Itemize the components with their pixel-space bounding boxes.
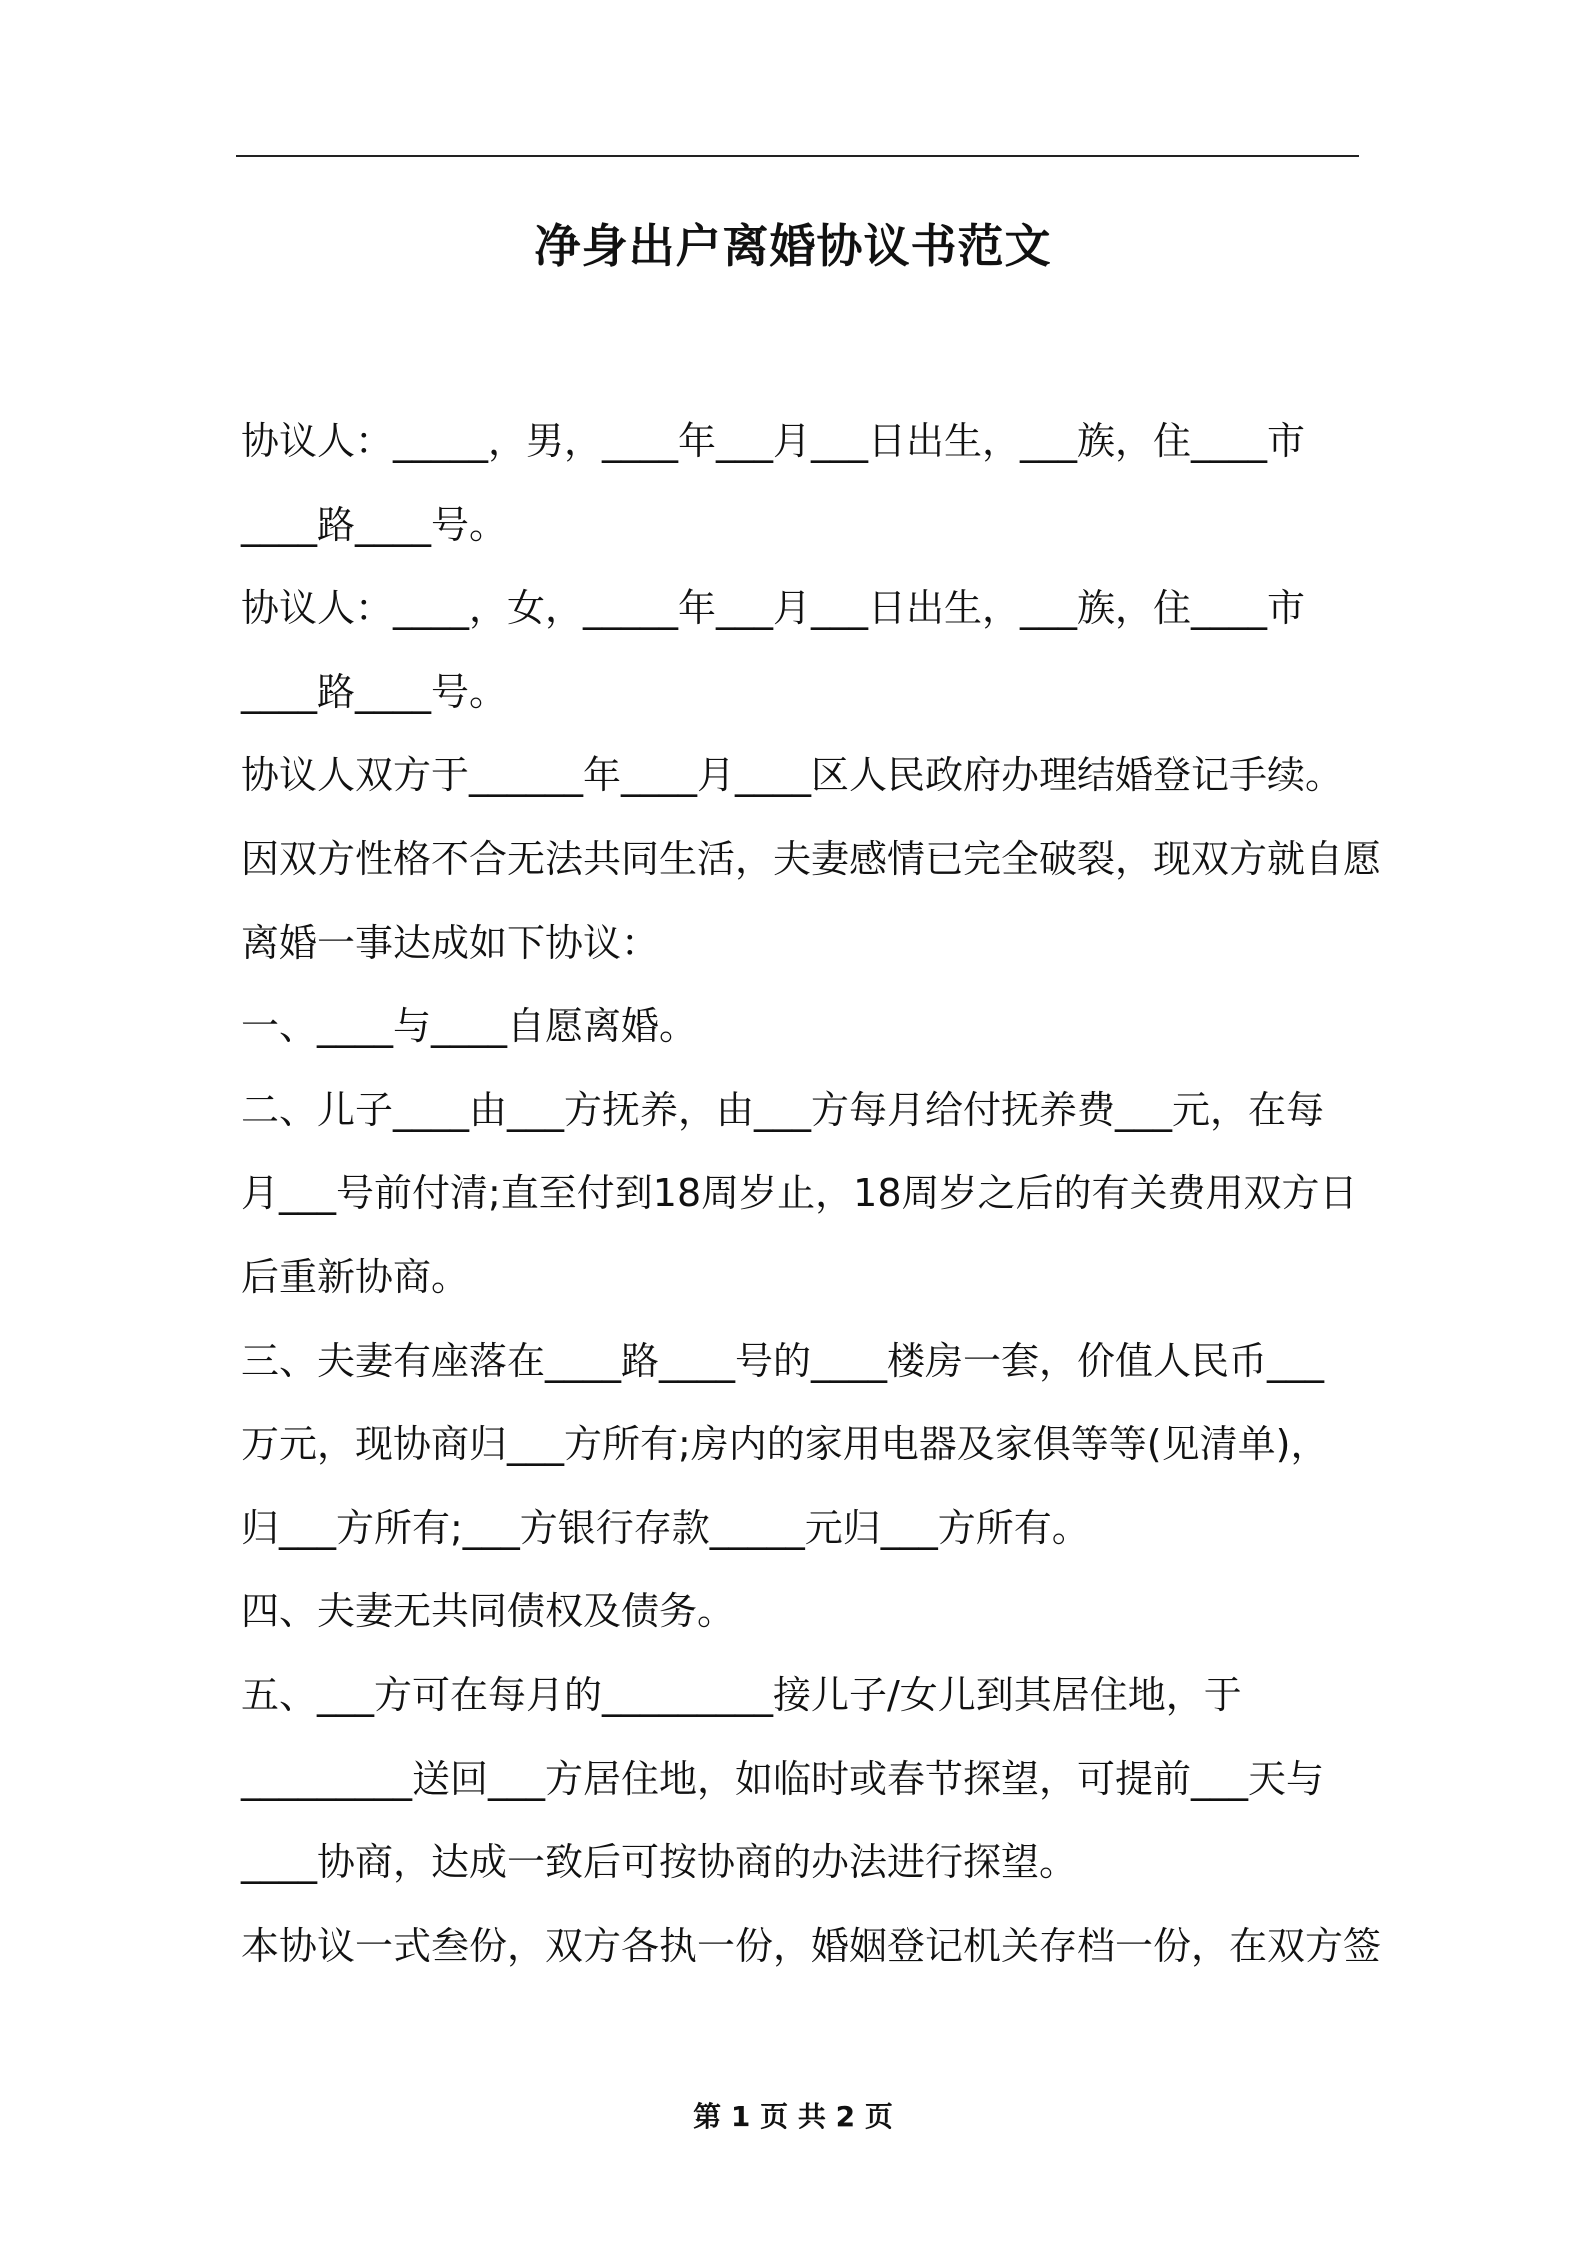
text-line-14: 归___方所有;___方银行存款_____元归___方所有。: [241, 1505, 1090, 1550]
text-line-9: 二、儿子____由___方抚养，由___方每月给付抚养费___元，在每: [241, 1087, 1325, 1132]
text-line-17: _________送回___方居住地，如临时或春节探望，可提前___天与: [241, 1756, 1325, 1801]
text-line-11: 后重新协商。: [241, 1254, 470, 1299]
text-line-1: 协议人：_____，男，____年___月___日出生，___族，住____市: [241, 419, 1306, 463]
text-line-6: 因双方性格不合无法共同生活，夫妻感情已完全破裂，现双方就自愿: [241, 836, 1382, 881]
document-title: 净身出户离婚协议书范文: [534, 219, 1052, 273]
text-line-18: ____协商，达成一致后可按协商的办法进行探望。: [241, 1840, 1078, 1885]
text-line-2: ____路____号。: [241, 502, 508, 547]
text-line-4: ____路____号。: [241, 669, 508, 714]
text-line-16: 五、___方可在每月的_________接儿子/女儿到其居住地，于: [241, 1672, 1242, 1717]
text-line-10: 月___号前付清;直至付到18周岁止，18周岁之后的有关费用双方日: [241, 1171, 1358, 1216]
document-body: [241, 400, 1382, 1988]
text-line-15: 四、夫妻无共同债权及债务。: [241, 1589, 736, 1634]
text-line-13: 万元，现协商归___方所有;房内的家用电器及家俱等等(见清单)，: [241, 1422, 1329, 1467]
text-line-12: 三、夫妻有座落在____路____号的____楼房一套，价值人民币___: [241, 1338, 1325, 1383]
text-line-5: 协议人双方于______年____月____区人民政府办理结婚登记手续。: [241, 753, 1344, 798]
header-rule: [236, 155, 1359, 157]
page-number: 第 1 页 共 2 页: [693, 2100, 893, 2133]
text-line-7: 离婚一事达成如下协议：: [241, 920, 660, 965]
text-line-19: 本协议一式叁份，双方各执一份，婚姻登记机关存档一份，在双方签: [241, 1923, 1382, 1968]
text-line-8: 一、____与____自愿离婚。: [241, 1004, 698, 1049]
text-line-3: 协议人：____，女，_____年___月___日出生，___族，住____市: [241, 586, 1306, 631]
